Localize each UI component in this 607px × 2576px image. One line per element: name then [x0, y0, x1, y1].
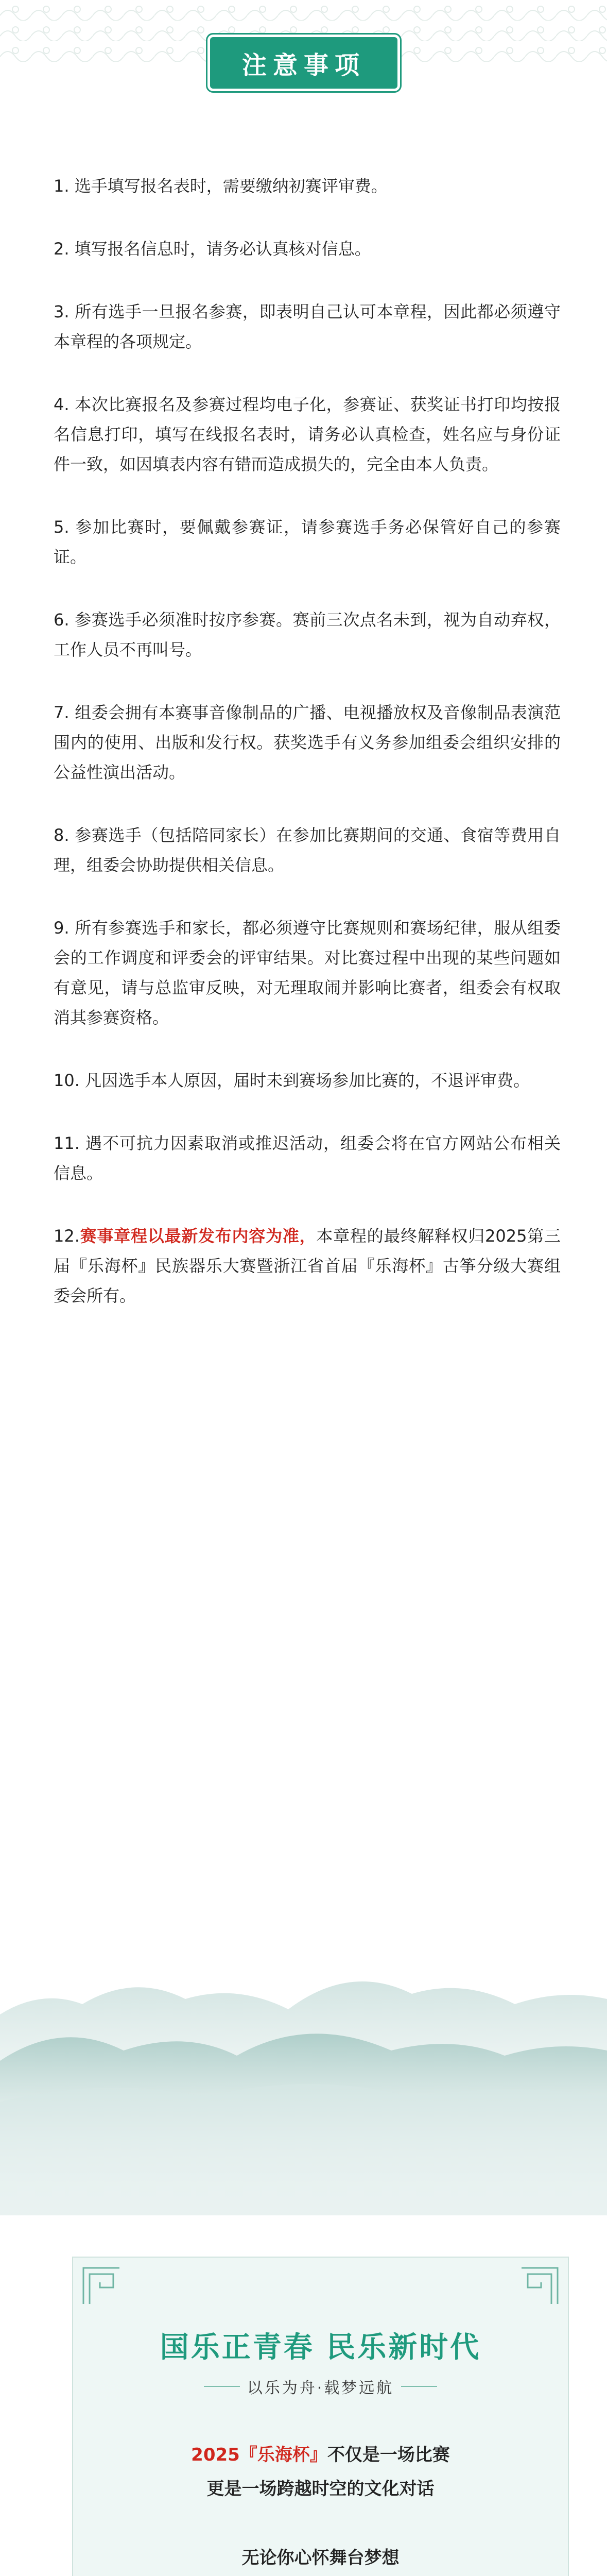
corner-fret-ornament-icon	[521, 2267, 559, 2305]
rule-12-rest: 本章程的最终解释权归2025第三届『乐海杯』民族器乐大赛暨浙江省首届『乐海杯』古筝分级大赛组委会所有。	[54, 1226, 561, 1306]
promo-slogan: 国乐正青春 民乐新时代	[160, 2331, 481, 2364]
promo-highlight: 2025『乐海杯』	[191, 2445, 327, 2465]
rule-item: 7. 组委会拥有本赛事音像制品的广播、电视播放权及音像制品表演范围内的使用、出版和发行权。获奖选手有义务参加组委会组织安排的公益性演出活动。	[54, 703, 561, 782]
divider	[204, 2386, 240, 2387]
rule-item: 9. 所有参赛选手和家长，都必须遵守比赛规则和赛场纪律，服从组委会的工作调度和评委会的评审结果。对比赛过程中出现的某些问题如有意见，请与总监审反映，对无理取闹并影响比赛者，组委会有权取消其参赛资格。	[54, 918, 561, 1027]
page-title: 注意事项	[241, 50, 366, 80]
rule-item: 8. 参赛选手（包括陪同家长）在参加比赛期间的交通、食宿等费用自理，组委会协助提供相关信息。	[54, 825, 561, 875]
rule-12-prefix: 12.	[54, 1226, 80, 1246]
promo-line: 无论你心怀舞台梦想	[241, 2548, 400, 2568]
rule-item: 2. 填写报名信息时，请务必认真核对信息。	[54, 239, 371, 259]
corner-fret-ornament-icon	[82, 2267, 120, 2305]
promo-line: 更是一场跨越时空的文化对话	[206, 2479, 435, 2499]
page-title-badge	[210, 37, 397, 89]
promo-card	[72, 2257, 569, 2576]
rule-item-12	[54, 1221, 561, 1311]
header	[0, 0, 607, 108]
rule-item: 10. 凡因选手本人原因，届时未到赛场参加比赛的，不退评审费。	[54, 1071, 530, 1090]
promo-subslogan-row	[73, 2375, 568, 2398]
promo-paragraph-2	[73, 2541, 568, 2576]
rule-item: 6. 参赛选手必须准时按序参赛。赛前三次点名未到，视为自动弃权，工作人员不再叫号。	[54, 610, 561, 659]
promo-text: 不仅是一场比赛	[327, 2445, 450, 2465]
promo-line	[73, 2438, 568, 2472]
rule-item: 5. 参加比赛时，要佩戴参赛证，请参赛选手务必保管好自己的参赛证。	[54, 517, 561, 567]
rule-item: 4. 本次比赛报名及参赛过程均电子化，参赛证、获奖证书打印均按报名信息打印，填写在线报名表时，请务必认真检查，姓名应与身份证件一致，如因填表内容有错而造成损失的，完全由本人负责。	[54, 395, 561, 474]
rules-list	[54, 171, 561, 1344]
rule-item: 11. 遇不可抗力因素取消或推迟活动，组委会将在官方网站公布相关信息。	[54, 1133, 561, 1183]
rule-12-highlight: 赛事章程以最新发布内容为准，	[79, 1226, 317, 1246]
divider	[401, 2386, 437, 2387]
promo-paragraph-1	[73, 2438, 568, 2506]
promo-subslogan: 以乐为舟·载梦远航	[247, 2379, 394, 2397]
rule-item: 3. 所有选手一旦报名参赛，即表明自己认可本章程，因此都必须遵守本章程的各项规定。	[54, 302, 561, 351]
rule-item: 1. 选手填写报名表时，需要缴纳初赛评审费。	[54, 176, 388, 196]
mountain-landscape-icon	[0, 1927, 607, 2215]
